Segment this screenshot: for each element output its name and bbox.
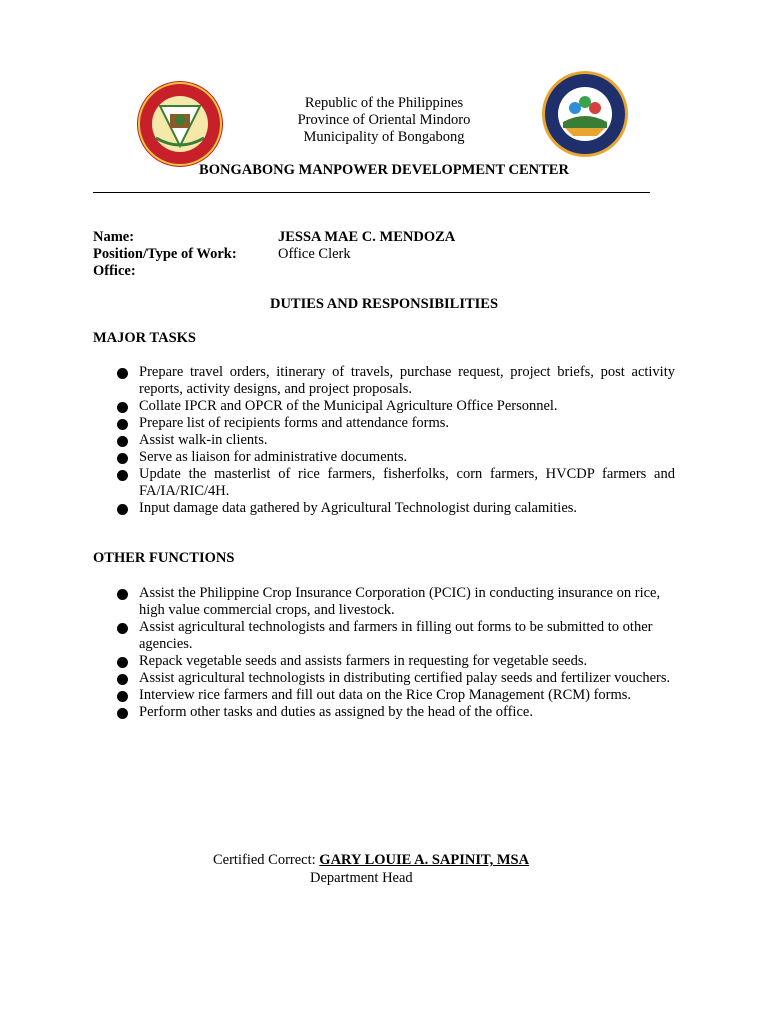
- list-item-text: Assist agricultural technologists and farmers in filling out forms to be submitted to other agencies.: [139, 619, 653, 652]
- list-item: [93, 670, 675, 687]
- position-value: Office Clerk: [278, 246, 351, 262]
- bullet-icon: [117, 623, 128, 634]
- header-line-province: Province of Oriental Mindoro: [297, 112, 471, 128]
- list-item-text: Prepare travel orders, itinerary of travels, purchase request, project briefs, post activity reports, activity designs, and project proposals.: [139, 364, 675, 397]
- manpower-center-seal-logo: [541, 70, 629, 158]
- header-divider: [93, 192, 650, 193]
- bullet-icon: [117, 504, 128, 515]
- list-item-text: Repack vegetable seeds and assists farmers in requesting for vegetable seeds.: [139, 653, 588, 669]
- list-item: [93, 449, 675, 466]
- list-item-text: Assist walk-in clients.: [139, 432, 268, 448]
- certifier-role: Department Head: [310, 870, 413, 886]
- list-item: [93, 704, 675, 721]
- name-label: Name:: [93, 229, 135, 245]
- employee-info: [93, 229, 455, 280]
- list-item: [93, 364, 675, 398]
- bullet-icon: [117, 470, 128, 481]
- duties-title: DUTIES AND RESPONSIBILITIES: [269, 296, 499, 312]
- name-value: JESSA MAE C. MENDOZA: [278, 229, 456, 245]
- bullet-icon: [117, 402, 128, 413]
- list-item: [93, 500, 675, 517]
- certified-label: Certified Correct:: [213, 852, 320, 868]
- office-label: Office:: [93, 263, 136, 279]
- bullet-icon: [117, 419, 128, 430]
- list-item: [93, 585, 675, 619]
- bullet-icon: [117, 708, 128, 719]
- header-line-municipality: Municipality of Bongabong: [303, 129, 465, 145]
- bullet-icon: [117, 368, 128, 379]
- list-item-text: Prepare list of recipients forms and attendance forms.: [139, 415, 450, 431]
- list-item: [93, 619, 675, 653]
- header-line-republic: Republic of the Philippines: [304, 95, 464, 111]
- list-item: [93, 466, 675, 500]
- list-item-text: Assist agricultural technologists in distributing certified palay seeds and fertilizer vouchers.: [139, 670, 671, 686]
- list-item: [93, 398, 675, 415]
- major-tasks-list: [93, 364, 675, 517]
- list-item: [93, 432, 675, 449]
- list-item-text: Perform other tasks and duties as assigned by the head of the office.: [139, 704, 533, 720]
- major-tasks-heading: MAJOR TASKS: [93, 330, 196, 346]
- position-label: Position/Type of Work:: [93, 246, 237, 262]
- bullet-icon: [117, 657, 128, 668]
- list-item: [93, 687, 675, 704]
- bullet-icon: [117, 453, 128, 464]
- bullet-icon: [117, 589, 128, 600]
- list-item-text: Update the masterlist of rice farmers, fisherfolks, corn farmers, HVCDP farmers and FA/IA/RIC/4H.: [139, 466, 675, 499]
- center-name-heading: BONGABONG MANPOWER DEVELOPMENT CENTER: [199, 162, 569, 178]
- list-item: [93, 653, 675, 670]
- bullet-icon: [117, 674, 128, 685]
- certifier-name: GARY LOUIE A. SAPINIT, MSA: [319, 852, 530, 868]
- document-header: [234, 95, 534, 146]
- bullet-icon: [117, 436, 128, 447]
- list-item-text: Serve as liaison for administrative documents.: [139, 449, 408, 465]
- bullet-icon: [117, 691, 128, 702]
- list-item-text: Collate IPCR and OPCR of the Municipal Agriculture Office Personnel.: [139, 398, 558, 414]
- municipal-seal-logo: [136, 80, 224, 168]
- list-item-text: Interview rice farmers and fill out data on the Rice Crop Management (RCM) forms.: [139, 687, 632, 703]
- list-item-text: Assist the Philippine Crop Insurance Corporation (PCIC) in conducting insurance on rice, high value commercial crops, and livestock.: [139, 585, 661, 618]
- other-functions-list: [93, 585, 675, 721]
- other-functions-heading: OTHER FUNCTIONS: [93, 550, 235, 566]
- list-item: [93, 415, 675, 432]
- list-item-text: Input damage data gathered by Agricultural Technologist during calamities.: [139, 500, 578, 516]
